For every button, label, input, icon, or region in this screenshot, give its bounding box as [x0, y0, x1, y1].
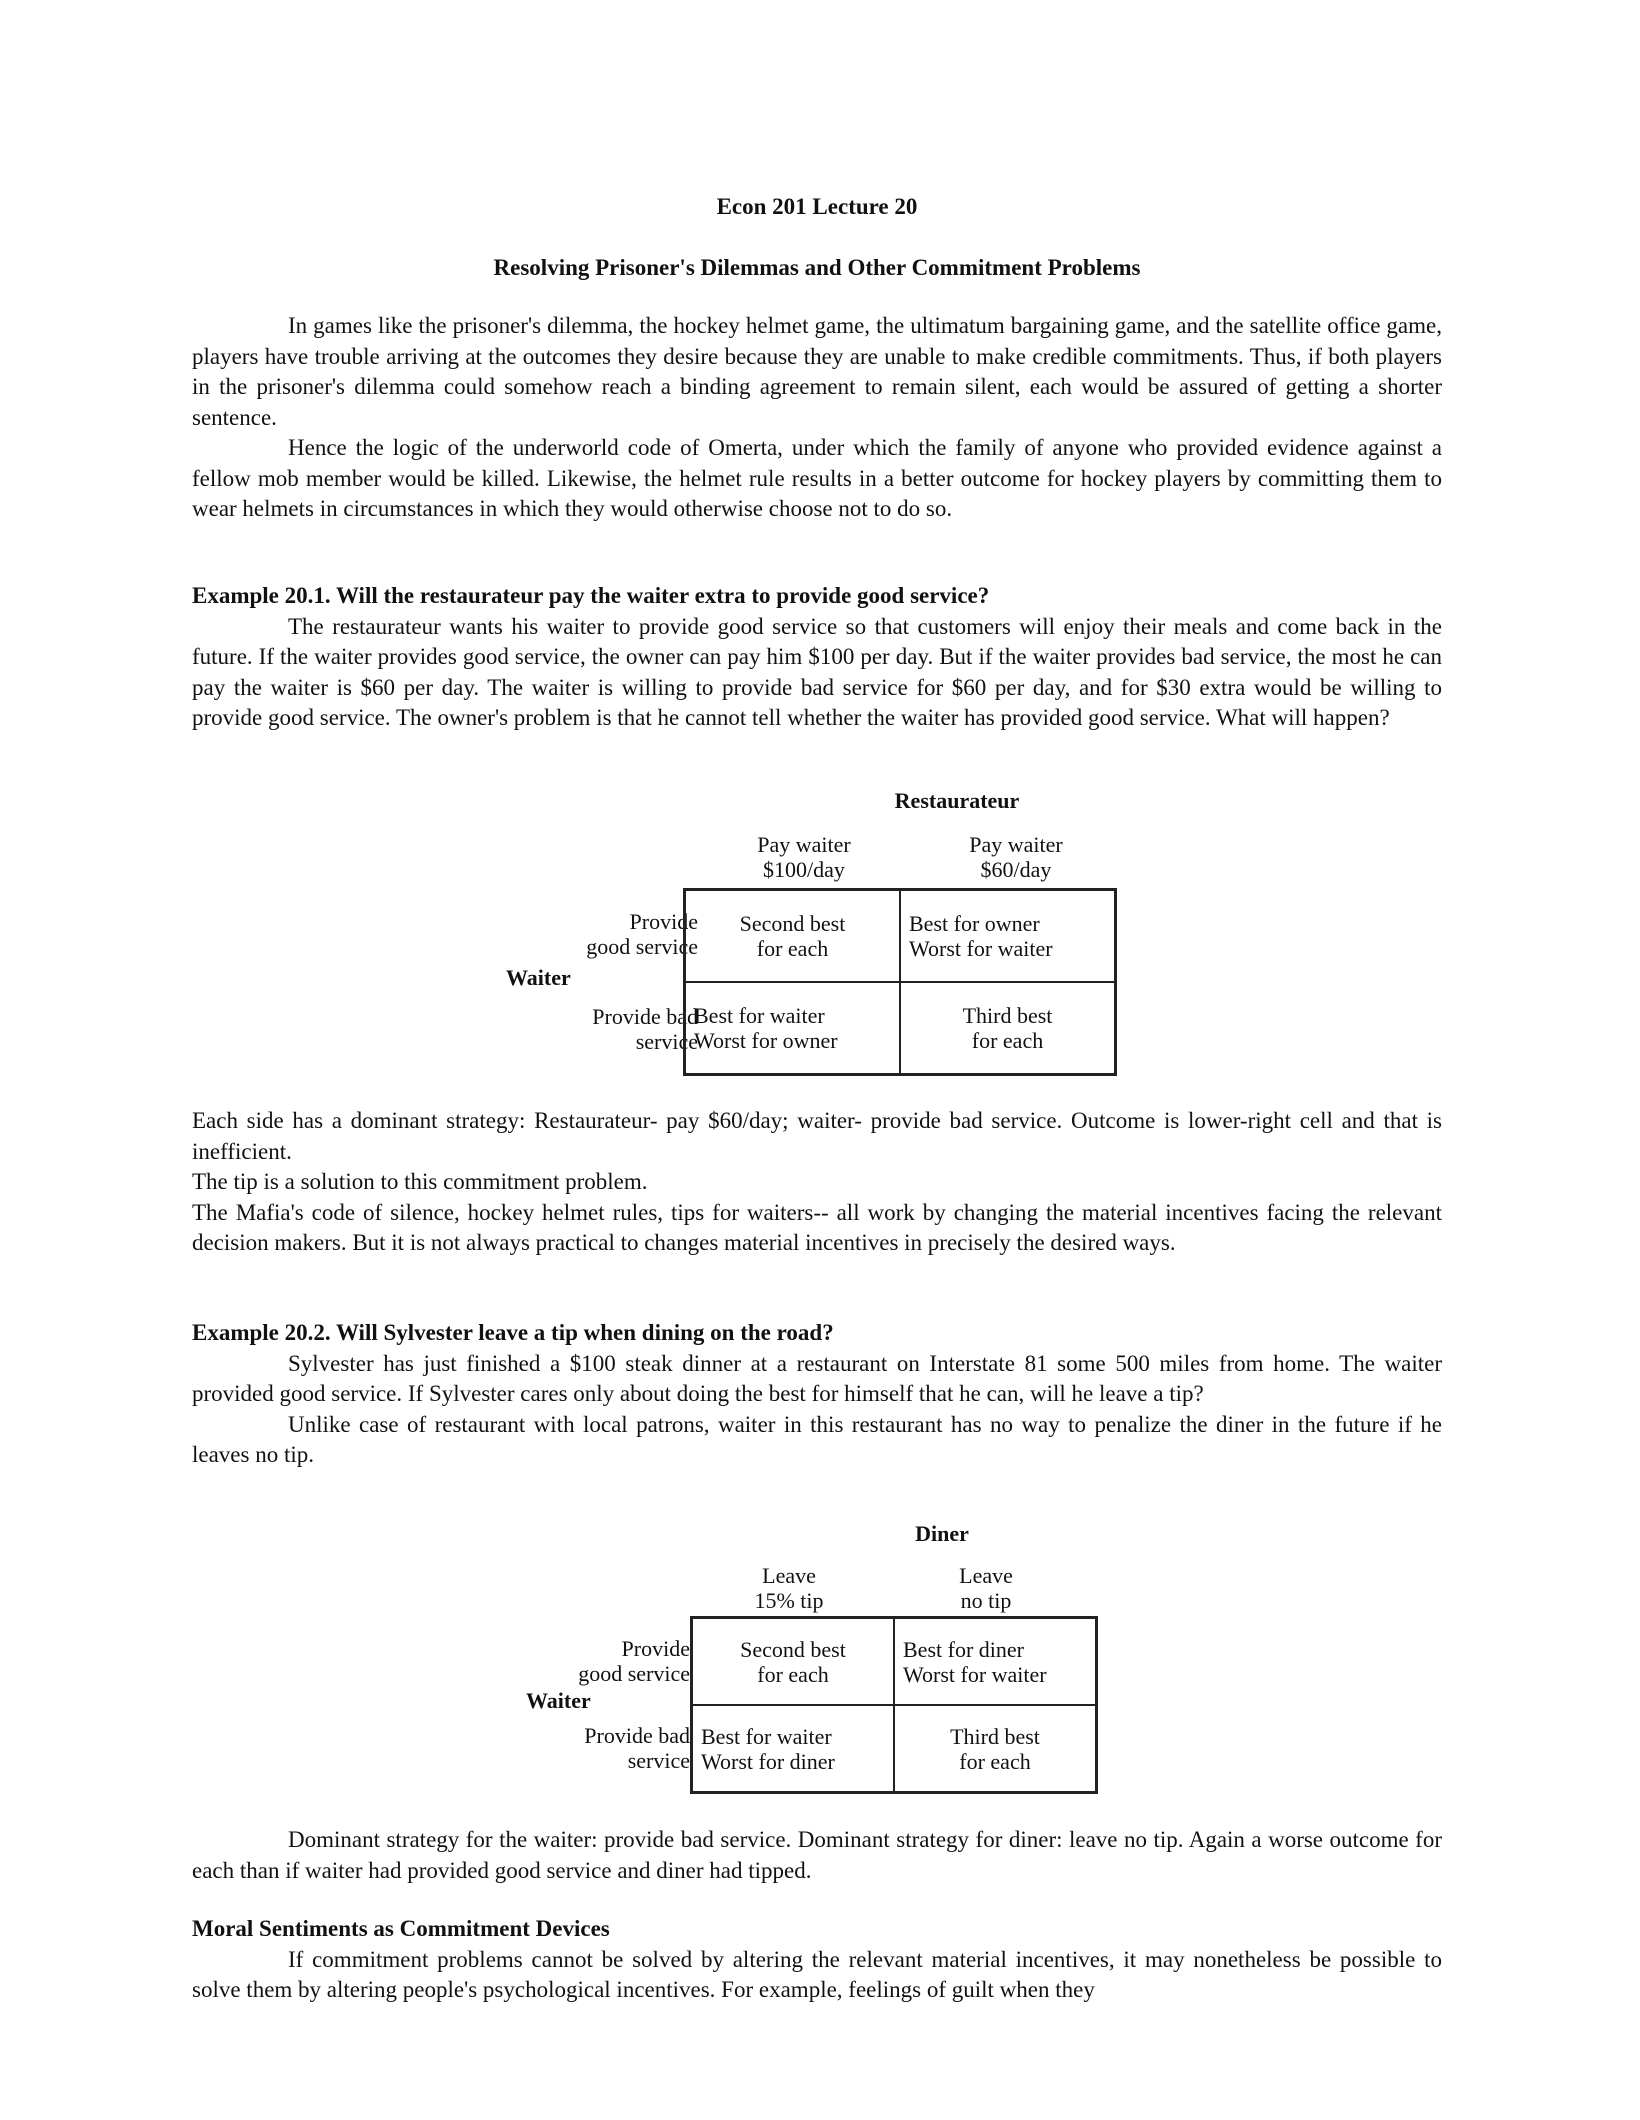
- example-1-discussion: [192, 1106, 1442, 1259]
- payoff-cell: Best for waiter Worst for owner: [685, 982, 900, 1074]
- row-header-1: Provide good service: [586, 909, 698, 959]
- row-player-label: Waiter: [506, 965, 571, 990]
- payoff-cell: Best for diner Worst for waiter: [894, 1618, 1096, 1705]
- column-header-1: Leave 15% tip: [754, 1563, 824, 1613]
- row-header-1: Provide good service: [578, 1636, 690, 1686]
- row-header-2: Provide bad service: [584, 1723, 690, 1773]
- moral-sentiments-section: [192, 1914, 1442, 2006]
- row-header-2: Provide bad service: [592, 1004, 698, 1054]
- column-player-label: Restaurateur: [894, 788, 1020, 813]
- payoff-cell: Second best for each: [685, 890, 900, 982]
- intro-section: [192, 311, 1442, 525]
- column-header-2: Pay waiter $60/day: [969, 832, 1063, 882]
- payoff-cell: Third best for each: [894, 1705, 1096, 1792]
- column-header-2: Leave no tip: [959, 1563, 1013, 1613]
- example-2-paragraph-2: Unlike case of restaurant with local patrons, waiter in this restaurant has no way to penalize the diner in the future if he leaves no tip.: [192, 1411, 1442, 1467]
- payoff-cell: Second best for each: [692, 1618, 894, 1705]
- example-1-heading: Example 20.1. Will the restaurateur pay the waiter extra to provide good service?: [192, 583, 990, 608]
- discussion-paragraph: Dominant strategy for the waiter: provide bad service. Dominant strategy for diner: leave no tip. Again a worse outcome for each than if waiter had provided good service and diner had tipped.: [192, 1827, 1442, 1883]
- example-2-heading: Example 20.2. Will Sylvester leave a tip when dining on the road?: [192, 1320, 834, 1345]
- moral-sentiments-body: If commitment problems cannot be solved by altering the relevant material incentives, it may nonetheless be possible to solve them by altering people's psychological incentives. For example, feelings of guilt when they: [192, 1946, 1442, 2002]
- column-header-1: Pay waiter $100/day: [757, 832, 851, 882]
- row-player-label: Waiter: [526, 1688, 591, 1713]
- payoff-cell: Best for waiter Worst for diner: [692, 1705, 894, 1792]
- intro-paragraph-1: In games like the prisoner's dilemma, the hockey helmet game, the ultimatum bargaining game, and the satellite office game, players have trouble arriving at the outcomes they desire because they are unable to make credible commitments. Thus, if both players in the prisoner's dilemma could somehow reach a binding agreement to remain silent, each would be assured of getting a shorter sentence.: [192, 313, 1442, 430]
- column-player-label: Diner: [915, 1521, 969, 1546]
- example-1-body: The restaurateur wants his waiter to provide good service so that customers will enjoy their meals and come back in the future. If the waiter provides good service, the owner can pay him $100 per day. But if the waiter provides bad service, the most he can pay the waiter is $60 per day. The waiter is willing to provide bad service for $60 per day, and for $30 extra would be willing to provide good service. The owner's problem is that he cannot tell whether the waiter has provided good service. What will happen?: [192, 613, 1442, 730]
- payoff-grid: [683, 888, 1117, 1076]
- intro-paragraph-2: Hence the logic of the underworld code of Omerta, under which the family of anyone who provided evidence against a fellow mob member would be killed. Likewise, the helmet rule results in a better outcome for hockey players by committing them to wear helmets in circumstances in which they would otherwise choose not to do so.: [192, 435, 1442, 521]
- payoff-grid: [690, 1616, 1098, 1794]
- example-2-paragraph-1: Sylvester has just finished a $100 steak dinner at a restaurant on Interstate 81 some 500 miles from home. The waiter provided good service. If Sylvester cares only about doing the best for himself that he can, will he leave a tip?: [192, 1350, 1442, 1406]
- example-2-discussion: [192, 1825, 1442, 1886]
- payoff-cell: Third best for each: [900, 982, 1115, 1074]
- example-2-section: [192, 1318, 1442, 1471]
- example-1-section: [192, 581, 1442, 734]
- discussion-paragraph: The Mafia's code of silence, hockey helmet rules, tips for waiters-- all work by changing the material incentives facing the relevant decision makers. But it is not always practical to changes material incentives in precisely the desired ways.: [192, 1199, 1442, 1255]
- discussion-paragraph: Each side has a dominant strategy: Restaurateur- pay $60/day; waiter- provide bad service. Outcome is lower-right cell and that is inefficient.: [192, 1108, 1442, 1164]
- lecture-subtitle: Resolving Prisoner's Dilemmas and Other Commitment Problems: [493, 255, 1141, 280]
- discussion-paragraph: The tip is a solution to this commitment problem.: [192, 1169, 648, 1194]
- moral-sentiments-heading: Moral Sentiments as Commitment Devices: [192, 1916, 610, 1941]
- payoff-cell: Best for owner Worst for waiter: [900, 890, 1115, 982]
- lecture-title: Econ 201 Lecture 20: [716, 194, 918, 219]
